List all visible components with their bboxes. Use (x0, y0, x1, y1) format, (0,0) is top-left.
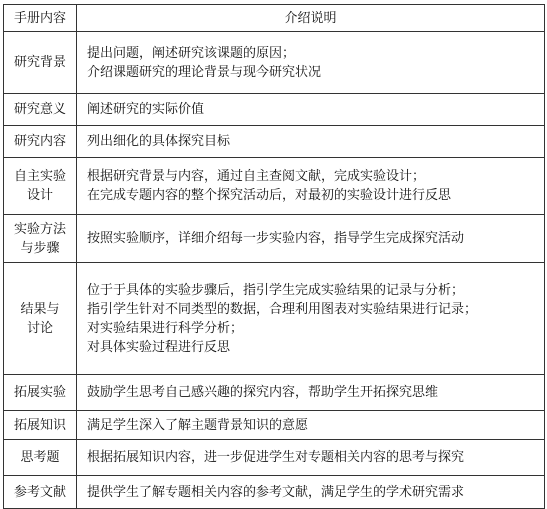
table-row-research-significance (4, 94, 545, 126)
description-line: 根据拓展知识内容，进一步促进学生对专题相关内容的思考与探究 (87, 450, 465, 465)
item-cell (4, 158, 77, 215)
item-cell (4, 440, 77, 476)
item-cell (4, 215, 77, 263)
description-cell (77, 215, 545, 263)
header-description: 介绍说明 (77, 5, 545, 32)
description-line: 列出细化的具体探究目标 (87, 134, 231, 149)
table-row-research-background (4, 32, 545, 94)
item-cell (4, 126, 77, 158)
item-label: 参考文献 (13, 484, 66, 500)
description-line: 在完成专题内容的整个探究活动后，对最初的实验设计进行反思 (87, 188, 452, 203)
table-row-extended-knowledge (4, 411, 545, 440)
item-label: 结果与 (20, 301, 60, 317)
handbook-content-table (3, 4, 545, 509)
description-cell (77, 94, 545, 126)
item-label: 拓展实验 (13, 385, 66, 400)
description-line: 提出问题，阐述研究该课题的原因； (87, 45, 296, 61)
description-line: 鼓励学生思考自己感兴趣的探究内容，帮助学生开拓探究思维 (87, 385, 439, 400)
description-line: 位于于具体的实验步骤后，指引学生完成实验结果的记录与分析； (87, 282, 465, 298)
description-line: 对实验结果进行科学分析； (87, 320, 244, 336)
description-line: 满足学生深入了解主题背景知识的意愿 (87, 417, 309, 433)
item-label: 实验方法 (13, 221, 66, 237)
item-label: 自主实验 (13, 169, 66, 184)
table-row-experiment-design (4, 158, 545, 215)
table-row-references (4, 476, 545, 509)
description-cell (77, 158, 545, 215)
table-row-thinking-questions (4, 440, 545, 476)
description-line: 对具体实验过程进行反思 (87, 339, 231, 355)
description-line: 指引学生针对不同类型的数据，合理利用图表对实验结果进行记录； (87, 301, 478, 317)
description-line: 阐述研究的实际价值 (87, 102, 205, 117)
description-cell (77, 126, 545, 158)
table-row-research-content (4, 126, 545, 158)
description-cell (77, 411, 545, 440)
description-line: 根据研究背景与内容，通过自主查阅文献，完成实验设计； (87, 169, 426, 184)
item-label: 研究背景 (13, 55, 66, 70)
header-row (4, 5, 545, 32)
item-cell (4, 263, 77, 375)
description-cell (77, 375, 545, 411)
item-cell (4, 94, 77, 126)
item-label: 研究内容 (13, 134, 66, 149)
item-cell (4, 375, 77, 411)
description-cell (77, 32, 545, 94)
description-cell (77, 476, 545, 509)
item-cell (4, 476, 77, 509)
item-cell (4, 32, 77, 94)
item-label: 拓展知识 (13, 417, 66, 433)
item-cell (4, 411, 77, 440)
item-label: 设计 (26, 188, 53, 203)
description-cell (77, 263, 545, 375)
item-label: 讨论 (26, 320, 53, 336)
item-label: 与步骤 (20, 240, 60, 256)
description-cell (77, 440, 545, 476)
header-item: 手册内容 (4, 5, 77, 32)
table-row-extended-experiment (4, 375, 545, 411)
description-line: 介绍课题研究的理论背景与现今研究状况 (87, 64, 322, 80)
description-line: 提供学生了解专题相关内容的参考文献，满足学生的学术研究需求 (87, 484, 465, 500)
table-row-methods-steps (4, 215, 545, 263)
description-line: 按照实验顺序，详细介绍每一步实验内容，指导学生完成探究活动 (87, 231, 465, 246)
item-label: 思考题 (20, 450, 60, 465)
item-label: 研究意义 (13, 102, 66, 117)
table-row-results-discussion (4, 263, 545, 375)
